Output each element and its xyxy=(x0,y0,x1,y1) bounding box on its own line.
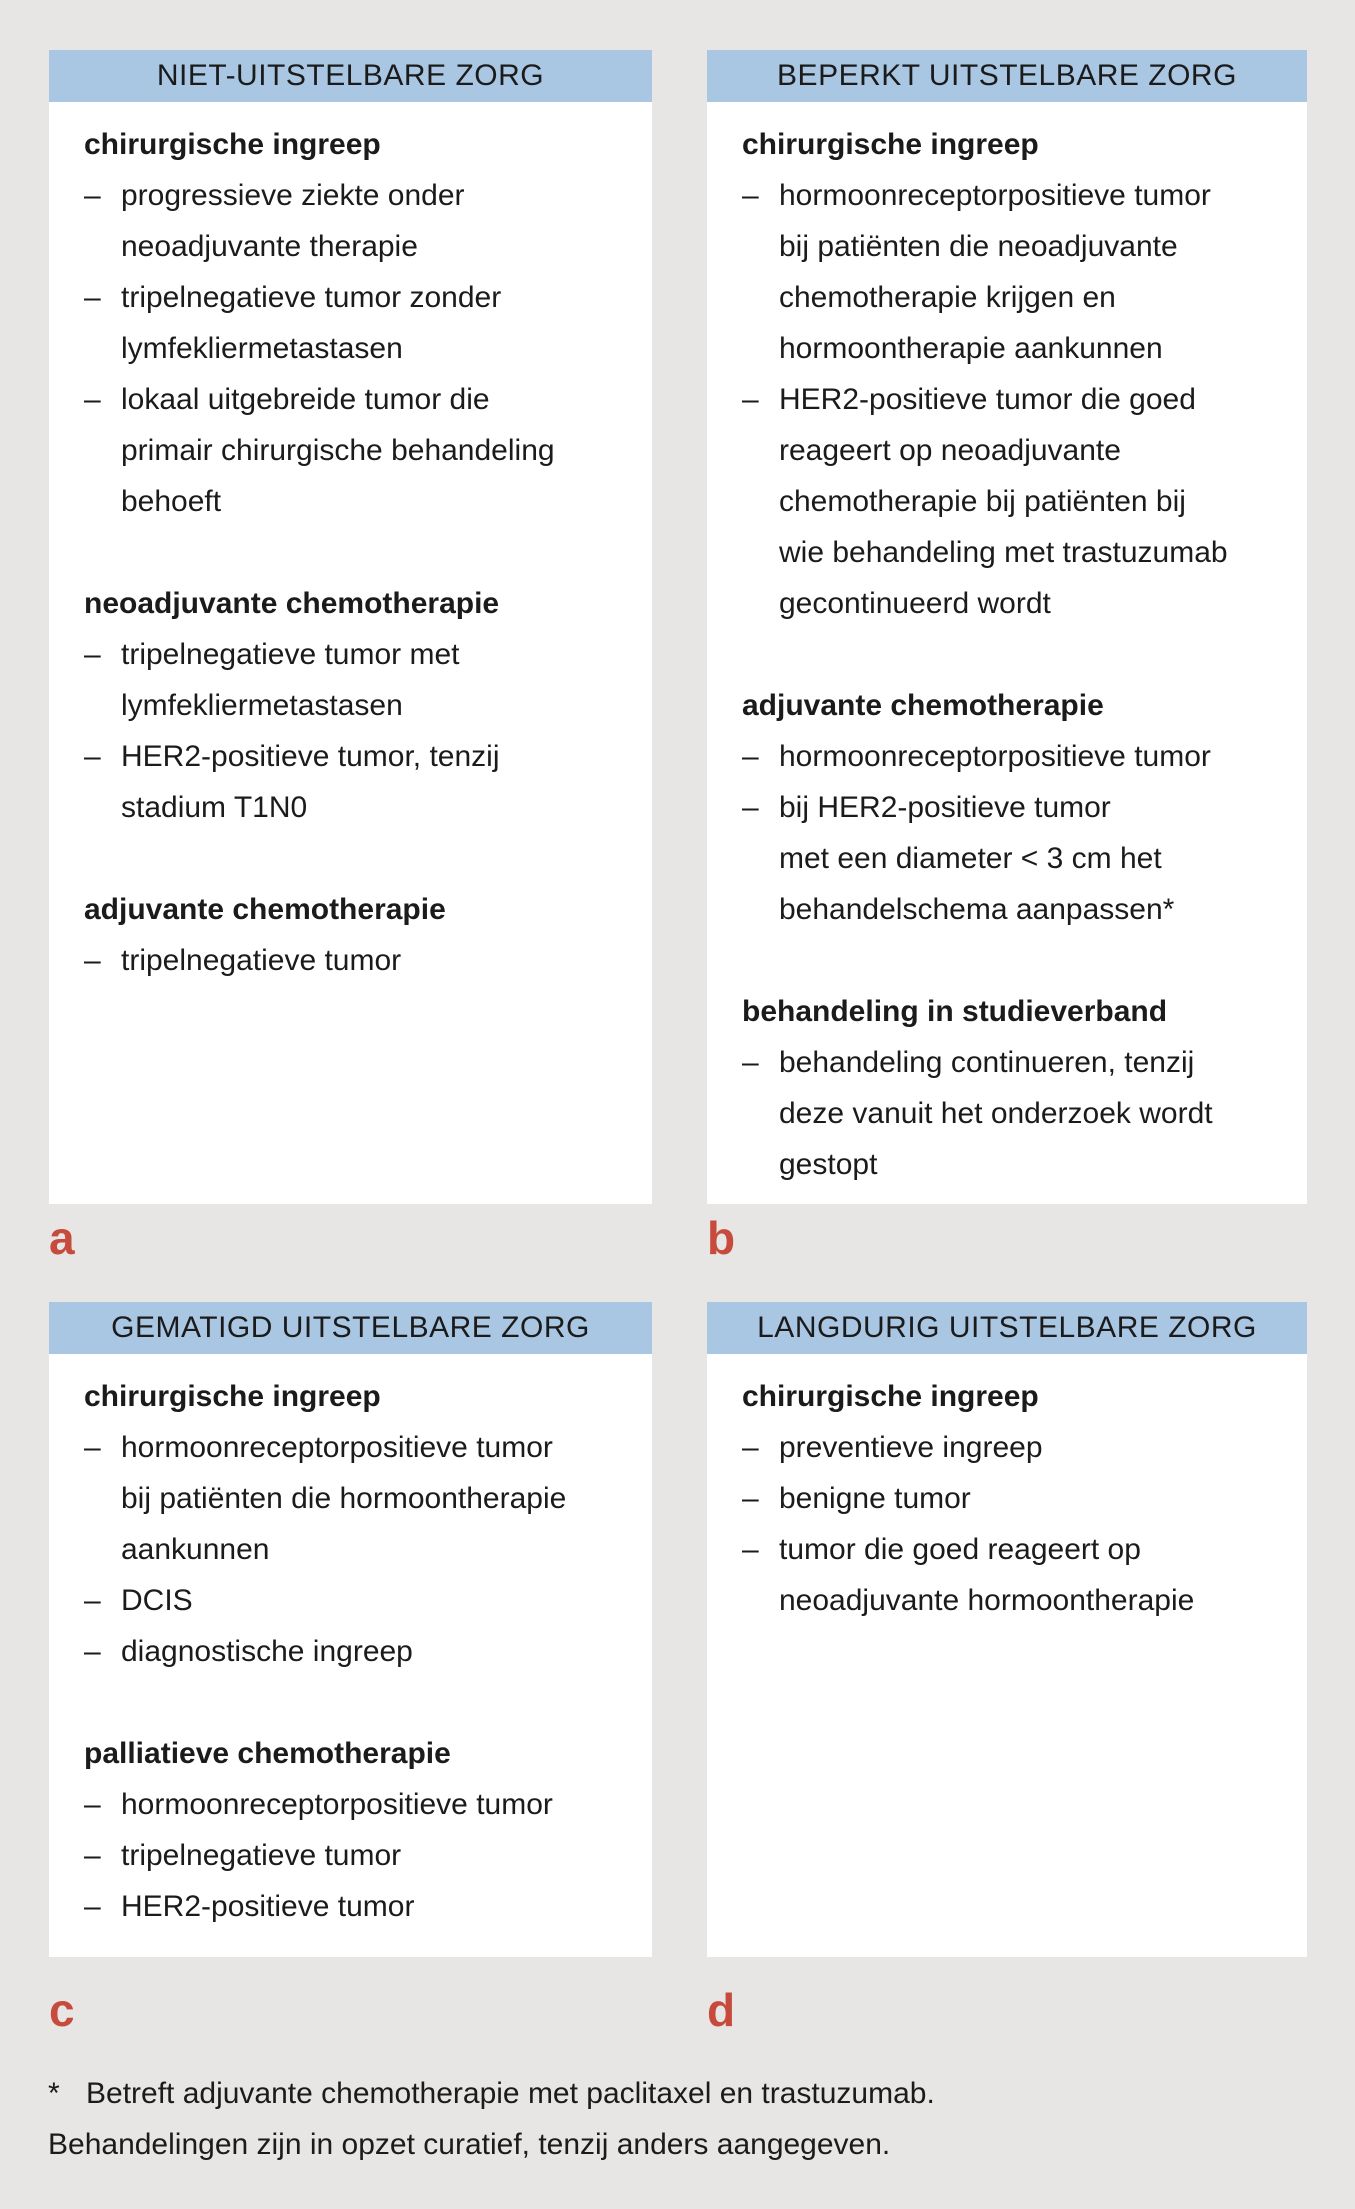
item-line: tripelnegatieve tumor met xyxy=(121,638,460,671)
footnote-asterisk-line xyxy=(48,2068,935,2119)
section-heading: adjuvante chemotherapie xyxy=(84,893,446,926)
section-chirurgische-ingreep xyxy=(742,119,1287,629)
item-line: gecontinueerd wordt xyxy=(779,587,1051,620)
item-line: diagnostische ingreep xyxy=(121,1635,413,1668)
panel-d-body xyxy=(707,1354,1307,1957)
bullet-dash: – xyxy=(84,944,101,977)
bullet-dash: – xyxy=(742,179,759,212)
item-line: bij patiënten die hormoontherapie xyxy=(121,1482,567,1515)
section-chirurgische-ingreep xyxy=(84,119,632,527)
item-line: reageert op neoadjuvante xyxy=(779,434,1121,467)
section-adjuvante-chemotherapie xyxy=(84,884,632,986)
item-line: behandeling continueren, tenzij xyxy=(779,1046,1195,1079)
section-adjuvante-chemotherapie xyxy=(742,680,1287,935)
panel-b-body xyxy=(707,102,1307,1204)
item-line: preventieve ingreep xyxy=(779,1431,1043,1464)
list-item xyxy=(742,782,1287,935)
item-line: tripelnegatieve tumor xyxy=(121,944,402,977)
panel-label-d: d xyxy=(707,1984,736,2036)
item-line: DCIS xyxy=(121,1584,193,1617)
panel-a-body xyxy=(49,102,652,1204)
item-line: bij HER2-positieve tumor xyxy=(779,791,1111,824)
item-line: benigne tumor xyxy=(779,1482,971,1515)
item-line: aankunnen xyxy=(121,1533,270,1566)
item-line: HER2-positieve tumor xyxy=(121,1890,415,1923)
list-item xyxy=(742,1422,1287,1473)
item-line: tumor die goed reageert op xyxy=(779,1533,1141,1566)
bullet-dash: – xyxy=(84,1635,101,1668)
list-item xyxy=(742,1037,1287,1190)
asterisk-marker: * xyxy=(48,2077,60,2110)
section-palliatieve-chemotherapie xyxy=(84,1728,632,1932)
item-line: chemotherapie bij patiënten bij xyxy=(779,485,1186,518)
list-item xyxy=(742,1473,1287,1524)
list-item xyxy=(84,1575,632,1626)
item-line: HER2-positieve tumor, tenzij xyxy=(121,740,500,773)
item-line: bij patiënten die neoadjuvante xyxy=(779,230,1178,263)
footnote xyxy=(48,2068,935,2170)
section-heading: chirurgische ingreep xyxy=(84,1380,381,1413)
panel-b-title: BEPERKT UITSTELBARE ZORG xyxy=(777,59,1237,92)
bullet-dash: – xyxy=(84,1584,101,1617)
panel-label-a: a xyxy=(49,1212,75,1264)
section-heading: chirurgische ingreep xyxy=(742,128,1039,161)
list-item xyxy=(742,374,1287,629)
item-line: chemotherapie krijgen en xyxy=(779,281,1116,314)
item-line: wie behandeling met trastuzumab xyxy=(779,536,1228,569)
item-line: neoadjuvante hormoontherapie xyxy=(779,1584,1195,1617)
section-chirurgische-ingreep xyxy=(742,1371,1287,1626)
list-item xyxy=(84,1830,632,1881)
bullet-dash: – xyxy=(84,1431,101,1464)
item-line: hormoonreceptorpositieve tumor xyxy=(779,740,1211,773)
bullet-dash: – xyxy=(84,740,101,773)
panel-d xyxy=(707,1302,1307,1957)
item-line: neoadjuvante therapie xyxy=(121,230,418,263)
panel-a-header xyxy=(49,50,652,102)
list-item xyxy=(84,935,632,986)
section-heading: palliatieve chemotherapie xyxy=(84,1737,451,1770)
section-heading: behandeling in studieverband xyxy=(742,995,1168,1028)
bullet-dash: – xyxy=(84,1890,101,1923)
panel-label-b: b xyxy=(707,1212,736,1264)
panel-c xyxy=(49,1302,652,1957)
list-item xyxy=(84,1626,632,1677)
section-heading: chirurgische ingreep xyxy=(742,1380,1039,1413)
section-chirurgische-ingreep xyxy=(84,1371,632,1677)
item-line: met een diameter < 3 cm het xyxy=(779,842,1162,875)
section-heading: adjuvante chemotherapie xyxy=(742,689,1104,722)
bullet-dash: – xyxy=(742,791,759,824)
panel-d-header xyxy=(707,1302,1307,1354)
item-line: lymfekliermetastasen xyxy=(121,689,403,722)
item-line: hormoonreceptorpositieve tumor xyxy=(121,1431,553,1464)
item-line: primair chirurgische behandeling xyxy=(121,434,555,467)
item-line: hormoontherapie aankunnen xyxy=(779,332,1163,365)
item-line: HER2-positieve tumor die goed xyxy=(779,383,1196,416)
item-line: hormoonreceptorpositieve tumor xyxy=(779,179,1211,212)
panel-b-header xyxy=(707,50,1307,102)
list-item xyxy=(742,1524,1287,1626)
item-line: hormoonreceptorpositieve tumor xyxy=(121,1788,553,1821)
list-item xyxy=(84,731,632,833)
bullet-dash: – xyxy=(742,1431,759,1464)
list-item xyxy=(84,1422,632,1575)
bullet-dash: – xyxy=(84,1788,101,1821)
list-item xyxy=(84,374,632,527)
list-item xyxy=(84,1779,632,1830)
item-line: lokaal uitgebreide tumor die xyxy=(121,383,490,416)
section-neoadjuvante-chemotherapie xyxy=(84,578,632,833)
item-line: deze vanuit het onderzoek wordt xyxy=(779,1097,1213,1130)
item-line: stadium T1N0 xyxy=(121,791,308,824)
panel-b xyxy=(707,50,1307,1204)
bullet-dash: – xyxy=(84,1839,101,1872)
panel-a-title: NIET-UITSTELBARE ZORG xyxy=(156,59,545,92)
panel-label-c: c xyxy=(49,1984,75,2036)
item-line: behoeft xyxy=(121,485,222,518)
item-line: tripelnegatieve tumor xyxy=(121,1839,402,1872)
item-line: tripelnegatieve tumor zonder xyxy=(121,281,502,314)
section-heading: chirurgische ingreep xyxy=(84,128,381,161)
item-line: behandelschema aanpassen* xyxy=(779,893,1175,926)
list-item xyxy=(84,170,632,272)
section-heading: neoadjuvante chemotherapie xyxy=(84,587,500,620)
bullet-dash: – xyxy=(84,638,101,671)
list-item xyxy=(742,170,1287,374)
list-item xyxy=(84,1881,632,1932)
item-line: progressieve ziekte onder xyxy=(121,179,465,212)
bullet-dash: – xyxy=(84,179,101,212)
list-item xyxy=(742,731,1287,782)
panel-c-body xyxy=(49,1354,652,1957)
footnote-text: Betreft adjuvante chemotherapie met paclitaxel en trastuzumab. xyxy=(86,2077,935,2110)
panel-a xyxy=(49,50,652,1204)
bullet-dash: – xyxy=(742,383,759,416)
bullet-dash: – xyxy=(742,1482,759,1515)
bullet-dash: – xyxy=(742,1533,759,1566)
bullet-dash: – xyxy=(742,740,759,773)
panel-c-header xyxy=(49,1302,652,1354)
panel-d-title: LANGDURIG UITSTELBARE ZORG xyxy=(757,1311,1257,1344)
bullet-dash: – xyxy=(84,281,101,314)
list-item xyxy=(84,272,632,374)
bullet-dash: – xyxy=(84,383,101,416)
item-line: gestopt xyxy=(779,1148,878,1181)
list-item xyxy=(84,629,632,731)
panel-c-title: GEMATIGD UITSTELBARE ZORG xyxy=(111,1311,590,1344)
bullet-dash: – xyxy=(742,1046,759,1079)
section-behandeling-in-studieverband xyxy=(742,986,1287,1190)
item-line: lymfekliermetastasen xyxy=(121,332,403,365)
footnote-general-line: Behandelingen zijn in opzet curatief, tenzij anders aangegeven. xyxy=(48,2128,891,2161)
